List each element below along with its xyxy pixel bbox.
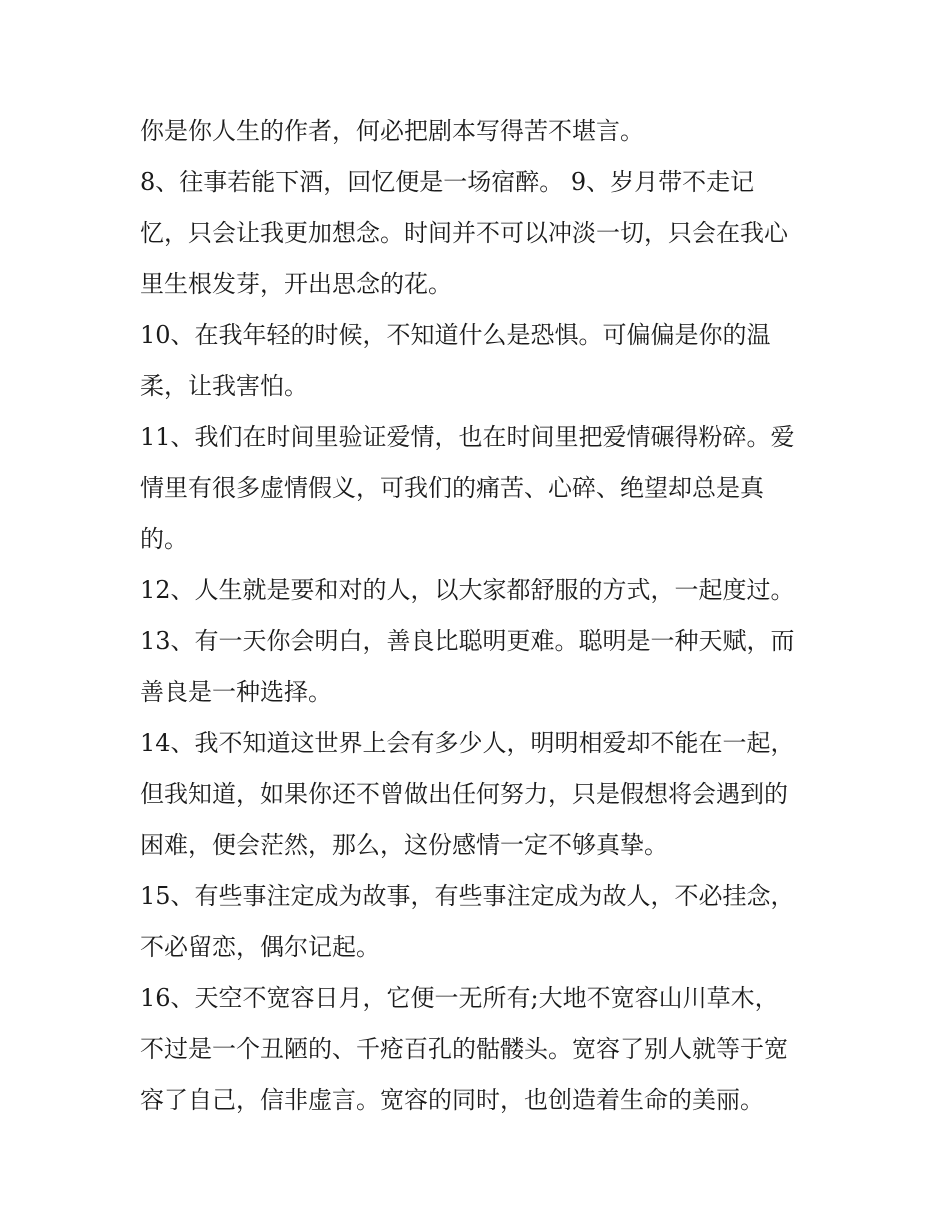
- text-line: 情里有很多虚情假义，可我们的痛苦、心碎、绝望却总是真: [140, 474, 764, 502]
- text-line: 困难，便会茫然，那么，这份感情一定不够真挚。: [140, 831, 668, 859]
- text-line: 你是你人生的作者，何必把剧本写得苦不堪言。: [140, 117, 644, 145]
- text-line: 的。: [140, 525, 188, 553]
- text-line: 12、人生就是要和对的人，以大家都舒服的方式，一起度过。: [140, 576, 795, 604]
- text-line: 14、我不知道这世界上会有多少人，明明相爱却不能在一起，: [140, 729, 795, 757]
- text-line: 里生根发芽，开出思念的花。: [140, 270, 452, 298]
- text-line: 10、在我年轻的时候，不知道什么是恐惧。可偏偏是你的温: [140, 321, 771, 349]
- text-line: 忆，只会让我更加想念。时间并不可以冲淡一切，只会在我心: [140, 219, 788, 247]
- text-line: 不过是一个丑陋的、千疮百孔的骷髅头。宽容了别人就等于宽: [140, 1035, 788, 1063]
- text-line: 15、有些事注定成为故事，有些事注定成为故人，不必挂念，: [140, 882, 795, 910]
- text-line: 16、天空不宽容日月，它便一无所有;大地不宽容山川草木，: [140, 984, 779, 1012]
- text-line: 不必留恋，偶尔记起。: [140, 933, 380, 961]
- text-line: 容了自己，信非虚言。宽容的同时，也创造着生命的美丽。: [140, 1086, 764, 1114]
- text-line: 13、有一天你会明白，善良比聪明更难。聪明是一种天赋，而: [140, 627, 795, 655]
- text-line: 柔，让我害怕。: [140, 372, 308, 400]
- document-body: [140, 106, 820, 1126]
- text-line: 11、我们在时间里验证爱情，也在时间里把爱情碾得粉碎。爱: [140, 423, 795, 451]
- text-line: 8、往事若能下酒，回忆便是一场宿醉。 9、岁月带不走记: [140, 168, 755, 196]
- text-line: 善良是一种选择。: [140, 678, 332, 706]
- text-line: 但我知道，如果你还不曾做出任何努力，只是假想将会遇到的: [140, 780, 788, 808]
